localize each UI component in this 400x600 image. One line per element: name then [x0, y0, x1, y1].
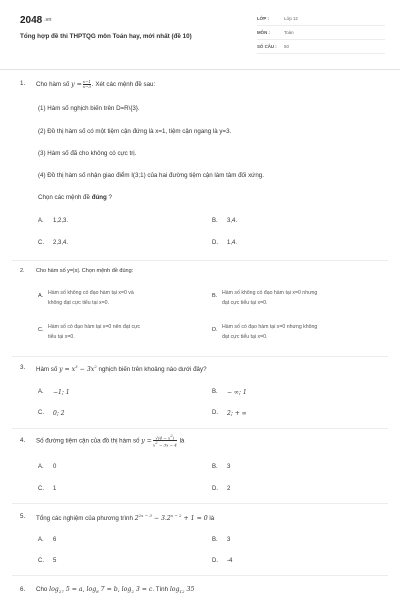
meta-count — [257, 42, 385, 54]
stem-text: Cho — [36, 586, 48, 593]
option-label: D. — [212, 486, 218, 492]
option-label: B. — [212, 464, 218, 470]
question-number: 5. — [20, 513, 26, 520]
question-number: 4. — [20, 437, 26, 444]
stem-text: Cho hàm số — [36, 81, 70, 89]
question-number: 3. — [20, 364, 26, 371]
option-label: C. — [38, 327, 44, 333]
question-number: 6. — [20, 586, 26, 593]
option-text: 3 — [227, 537, 231, 543]
option-label: B. — [212, 293, 218, 299]
question-divider — [12, 503, 388, 504]
question-2 — [20, 268, 385, 278]
formula: $2^{2x - 3} - 3.2^{x - 2} + 1 = 0$ — [134, 513, 208, 523]
option-text — [222, 322, 317, 342]
option-text: 2 — [227, 486, 231, 492]
option-label: D. — [212, 410, 218, 416]
prompt-text: Chọn các mệnh đề — [38, 194, 90, 201]
option-text — [48, 288, 134, 308]
site-logo[interactable] — [20, 15, 51, 26]
option-label: A. — [38, 389, 44, 395]
option-line: không đạt cực tiểu tại x=0. — [48, 300, 110, 306]
stem-text: là — [179, 437, 185, 445]
statement: (4) Đồ thị hàm số nhận giao điểm I(3;1) của hai đường tiệm cận làm tâm đối xứng. — [38, 172, 264, 179]
option-line: Hàm số không có đạo hàm tại x=0 nhưng — [222, 290, 318, 296]
prompt-emphasis: đúng — [91, 194, 107, 201]
stem-text: Tổng các nghiệm của phương trình — [36, 515, 133, 523]
meta-label: LỚP : — [257, 16, 269, 21]
option-label: C. — [38, 486, 44, 492]
question-divider — [12, 428, 388, 429]
option-label: C. — [38, 410, 44, 416]
formula: $y = x^3 - 3x^2$ — [59, 364, 97, 374]
meta-class — [257, 14, 385, 26]
question-stem — [36, 364, 207, 373]
meta-label: MÔN : — [257, 30, 270, 35]
option-line: đạt cực tiểu tại x=0. — [222, 334, 268, 340]
question-number: 1. — [20, 80, 26, 87]
option-label: B. — [212, 389, 218, 395]
meta-value: 50 — [284, 44, 289, 49]
option-text — [48, 322, 140, 342]
question-stem — [36, 80, 155, 89]
option-label: A. — [38, 293, 44, 299]
option-label: D. — [212, 558, 218, 564]
question-stem — [36, 434, 184, 448]
question-number: 2. — [20, 268, 25, 274]
option-text: -4 — [227, 558, 233, 564]
stem-text: là — [209, 515, 215, 523]
option-line: Hàm số không có đạo hàm tại x=0 và — [48, 290, 134, 296]
option-text: −1; 1 — [53, 389, 70, 396]
stem-text: Hàm số — [36, 366, 58, 374]
statement: (3) Hàm số đã cho không có cực trị. — [38, 150, 137, 157]
option-label: D. — [212, 240, 218, 246]
document-header — [0, 0, 400, 70]
option-text: 1,4. — [227, 240, 238, 246]
option-text: 6 — [53, 537, 57, 543]
fraction: $\frac{x-1}{x-3}$ — [82, 79, 91, 89]
option-line: Hàm số có đạo hàm tại x=0 nhưng không — [222, 324, 318, 330]
option-text: 1,2,3. — [53, 218, 69, 224]
logo-suffix: .vn — [44, 17, 52, 24]
option-label: C. — [38, 240, 44, 246]
option-text: 5 — [53, 558, 57, 564]
option-line: tiểu tại x=0. — [48, 334, 75, 340]
question-5 — [20, 513, 385, 523]
option-text: 2; + ∞ — [227, 410, 247, 417]
formula: $\log_{12} 35$ — [169, 586, 195, 595]
question-3 — [20, 364, 385, 374]
question-prompt — [38, 194, 112, 201]
question-stem — [36, 586, 194, 594]
option-text: 3 — [227, 464, 231, 470]
meta-subject — [257, 28, 385, 40]
option-label: A. — [38, 537, 44, 543]
fraction: $\frac{√(4 - x^2)}{x^2 - 3x - 4}$ — [152, 433, 177, 448]
statement: (1) Hàm số nghịch biến trên D=R\{3}. — [38, 105, 140, 112]
logo-text: 2048 — [20, 15, 43, 26]
option-label: C. — [38, 558, 44, 564]
question-1 — [20, 80, 385, 240]
option-text: 0 — [53, 464, 57, 470]
header-divider — [0, 69, 400, 70]
stem-text: nghịch biến trên khoảng nào dưới đây? — [98, 366, 207, 374]
option-text: 3,4. — [227, 218, 238, 224]
stem-text: Số đường tiệm cận của đồ thị hàm số — [36, 437, 140, 445]
option-text: 1 — [53, 486, 57, 492]
meta-value: Toán — [284, 30, 294, 35]
option-label: B. — [212, 218, 218, 224]
question-divider — [12, 260, 388, 261]
question-6 — [20, 586, 385, 596]
option-label: D. — [212, 327, 218, 333]
question-stem: Cho hàm số y=|x|. Chọn mệnh đề đúng: — [36, 268, 134, 274]
meta-value: Lớp 12 — [284, 16, 298, 21]
option-text — [222, 288, 317, 308]
stem-text: . Tính — [152, 586, 169, 593]
option-text: 0; 2 — [53, 410, 65, 417]
formula: y = — [71, 81, 82, 89]
option-line: Hàm số có đạo hàm tại x=0 nên đạt cực — [48, 324, 141, 330]
question-divider — [12, 575, 388, 576]
formula: y = — [141, 437, 152, 445]
question-4 — [20, 433, 385, 449]
option-label: B. — [212, 537, 218, 543]
prompt-end: ? — [108, 194, 112, 201]
option-label: A. — [38, 218, 44, 224]
formula: $\log_{27} 5 = a$, $\log_8 7 = b$, $\log_2 3 = c$ — [49, 586, 153, 595]
option-label: A. — [38, 464, 44, 470]
option-text: − ∞; 1 — [227, 389, 247, 396]
question-stem — [36, 513, 214, 522]
page-title: Tổng hợp đề thi THPTQG môn Toán hay, mới nhất (đề 10) — [20, 33, 192, 40]
meta-label: SỐ CÂU : — [257, 44, 277, 49]
stem-text: . Xét các mệnh đề sau: — [91, 81, 156, 89]
option-line: đạt cực tiểu tại x=0. — [222, 300, 268, 306]
question-divider — [12, 356, 388, 357]
option-text: 2,3,4. — [53, 240, 69, 246]
statement: (2) Đồ thị hàm số có một tiệm cận đứng là x=1, tiệm cận ngang là y=3. — [38, 128, 232, 135]
